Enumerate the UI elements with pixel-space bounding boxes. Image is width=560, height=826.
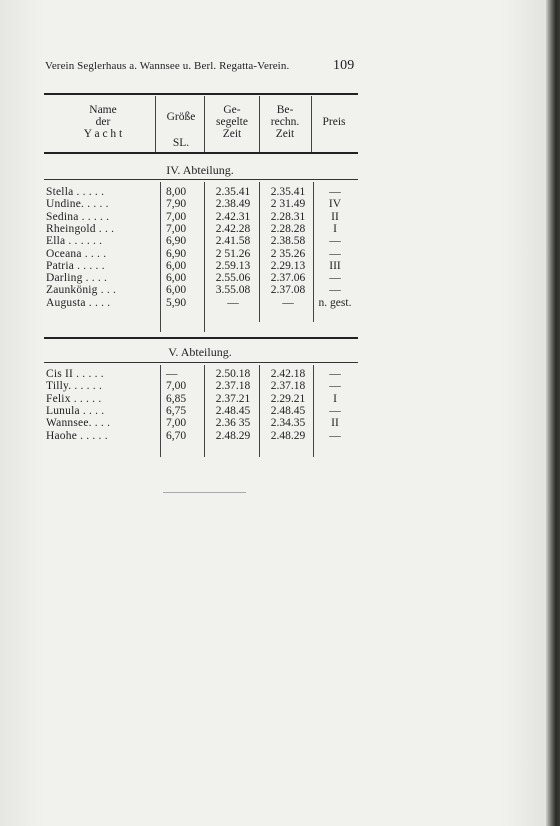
row-size-cell: 6,70 bbox=[166, 429, 187, 442]
section-v-sep-2 bbox=[204, 365, 205, 457]
row-name-cell: Wannsee. . . . bbox=[46, 417, 111, 430]
row-segelte-cell: 2.36 35 bbox=[215, 417, 251, 430]
col-header-size bbox=[158, 111, 204, 149]
row-name-cell: Cis II . . . . . bbox=[46, 368, 104, 380]
row-berechn-cell: 2.42.18 bbox=[270, 368, 306, 380]
row-name-cell: Zaunkönig . . . bbox=[46, 284, 117, 297]
row-name-cell: Tilly. . . . . . bbox=[46, 380, 103, 393]
row-size-cell: 7,00 bbox=[166, 210, 187, 223]
page-number: 109 bbox=[333, 58, 355, 73]
row-name-cell: Haohe . . . . . bbox=[46, 429, 108, 442]
col-sep-1 bbox=[155, 96, 156, 152]
row-size-cell: 6,90 bbox=[166, 247, 187, 260]
closing-short-rule bbox=[163, 492, 246, 493]
row-preis-cell: — bbox=[329, 404, 341, 417]
row-size-cell: 7,00 bbox=[166, 417, 187, 430]
row-segelte-cell: 2.42.31 bbox=[215, 210, 251, 223]
row-size-cell: 6,90 bbox=[166, 235, 187, 248]
col-header-berechn-line3: Zeit bbox=[275, 128, 295, 140]
row-berechn-cell: 2.35.41 bbox=[270, 186, 306, 198]
row-berechn-cell: 2 35.26 bbox=[270, 247, 306, 260]
row-berechn-cell: 2.34.35 bbox=[270, 417, 306, 430]
col-header-segelte-line1: Ge- bbox=[223, 104, 241, 116]
row-berechn-cell: 2.28.28 bbox=[270, 222, 306, 235]
section-v-rule bbox=[44, 362, 358, 363]
row-preis-cell: III bbox=[329, 259, 341, 272]
row-preis-cell: — bbox=[329, 235, 341, 248]
row-preis-cell: — bbox=[329, 284, 341, 297]
row-name-cell: Sedina . . . . . bbox=[46, 210, 110, 223]
row-berechn-cell: 2.29.21 bbox=[270, 392, 306, 405]
col-header-berechn bbox=[259, 104, 311, 140]
row-name-cell: Augusta . . . . bbox=[46, 296, 111, 309]
row-berechn-cell: 2.28.31 bbox=[270, 210, 306, 223]
book-binding-edge bbox=[546, 0, 560, 826]
row-name-cell: Felix . . . . . bbox=[46, 392, 102, 405]
row-name-cell: Lunula . . . . bbox=[46, 404, 105, 417]
col-header-name-line1: Name bbox=[89, 104, 117, 116]
row-size-cell: 6,00 bbox=[166, 284, 187, 297]
section-title-v: V. Abteilung. bbox=[168, 345, 232, 359]
row-segelte-cell: 2.38.49 bbox=[215, 198, 251, 211]
row-size-cell: 7,90 bbox=[166, 198, 187, 211]
row-preis-cell: I bbox=[333, 392, 337, 405]
row-segelte-cell: 3.55.08 bbox=[215, 284, 251, 297]
col-header-segelte-line3: Zeit bbox=[222, 128, 242, 140]
row-segelte-cell: 2.55.06 bbox=[215, 272, 251, 285]
row-preis-cell: — bbox=[329, 247, 341, 260]
row-segelte-cell: 2.48.29 bbox=[215, 429, 251, 442]
row-size-cell: 6,00 bbox=[166, 272, 187, 285]
row-size-cell: 5,90 bbox=[166, 296, 187, 309]
row-size-cell: 8,00 bbox=[166, 186, 187, 198]
row-name-cell: Rheingold . . . bbox=[46, 222, 115, 235]
row-preis-cell: IV bbox=[328, 198, 342, 211]
row-size-cell: 6,00 bbox=[166, 259, 187, 272]
row-preis-cell: n. gest. bbox=[318, 296, 352, 309]
row-name-cell: Darling . . . . bbox=[46, 272, 108, 285]
section-iv-bottom-rule bbox=[44, 337, 358, 339]
row-berechn-cell: 2.29.13 bbox=[270, 259, 306, 272]
header-title: Verein Seglerhaus a. Wannsee u. Berl. Regatta-Verein. bbox=[45, 60, 290, 72]
section-v-sep-3 bbox=[259, 365, 260, 457]
col-sep-2 bbox=[204, 96, 205, 152]
row-segelte-cell: 2.59.13 bbox=[215, 259, 251, 272]
row-preis-cell: — bbox=[329, 368, 341, 380]
row-preis-cell: I bbox=[333, 222, 337, 235]
row-name-cell: Oceana . . . . bbox=[46, 247, 107, 260]
row-size-cell: 7,00 bbox=[166, 222, 187, 235]
col-header-name-line3: Y a c h t bbox=[83, 128, 123, 140]
section-iv-rule bbox=[44, 179, 358, 180]
section-iv-sep-2 bbox=[204, 182, 205, 332]
section-iv-sep-1 bbox=[160, 182, 161, 332]
col-header-segelte bbox=[205, 104, 259, 140]
section-iv-sep-3 bbox=[259, 182, 260, 322]
row-name-cell: Stella . . . . . bbox=[46, 186, 105, 198]
table-top-rule bbox=[44, 93, 358, 95]
row-segelte-cell: — bbox=[227, 296, 239, 309]
col-header-berechn-line1: Be- bbox=[276, 104, 294, 116]
row-segelte-cell: 2.50.18 bbox=[215, 368, 251, 380]
row-berechn-cell: 2.38.58 bbox=[270, 235, 306, 248]
col-header-preis: Preis bbox=[322, 116, 346, 128]
section-title-iv: IV. Abteilung. bbox=[166, 163, 234, 177]
row-preis-cell: II bbox=[331, 417, 339, 430]
col-header-segelte-line2: segelte bbox=[216, 116, 248, 128]
row-name-cell: Ella . . . . . . bbox=[46, 235, 103, 248]
row-berechn-cell: 2.37.08 bbox=[270, 284, 306, 297]
row-size-cell: 6,75 bbox=[166, 404, 187, 417]
row-name-cell: Patria . . . . . bbox=[46, 259, 105, 272]
row-berechn-cell: 2.37.18 bbox=[270, 380, 306, 393]
row-preis-cell: — bbox=[329, 186, 341, 198]
row-segelte-cell: 2.41.58 bbox=[215, 235, 251, 248]
col-sep-4 bbox=[311, 96, 312, 152]
row-berechn-cell: 2 31.49 bbox=[270, 198, 306, 211]
row-preis-cell: II bbox=[331, 210, 339, 223]
row-size-cell: 6,85 bbox=[166, 392, 187, 405]
row-berechn-cell: 2.48.45 bbox=[270, 404, 306, 417]
col-header-size-line2: SL. bbox=[172, 137, 190, 149]
row-name-cell: Undine. . . . . bbox=[46, 198, 109, 211]
col-header-name bbox=[58, 104, 148, 140]
row-segelte-cell: 2.37.21 bbox=[215, 392, 251, 405]
row-berechn-cell: 2.48.29 bbox=[270, 429, 306, 442]
col-header-name-line2: der bbox=[95, 116, 111, 128]
row-segelte-cell: 2.42.28 bbox=[215, 222, 251, 235]
row-berechn-cell: — bbox=[282, 296, 294, 309]
running-header bbox=[45, 60, 365, 72]
row-berechn-cell: 2.37.06 bbox=[270, 272, 306, 285]
row-preis-cell: — bbox=[329, 272, 341, 285]
col-header-size-line1: Größe bbox=[166, 111, 196, 123]
row-preis-cell: — bbox=[329, 429, 341, 442]
row-segelte-cell: 2 51.26 bbox=[215, 247, 251, 260]
row-preis-cell: — bbox=[329, 380, 341, 393]
row-size-cell: — bbox=[166, 368, 178, 380]
row-segelte-cell: 2.48.45 bbox=[215, 404, 251, 417]
col-header-berechn-line2: rechn. bbox=[270, 116, 300, 128]
row-segelte-cell: 2.37.18 bbox=[215, 380, 251, 393]
section-v-sep-1 bbox=[160, 365, 161, 457]
header-bottom-rule bbox=[44, 152, 358, 154]
row-segelte-cell: 2.35.41 bbox=[215, 186, 251, 198]
col-sep-3 bbox=[259, 96, 260, 152]
row-size-cell: 7,00 bbox=[166, 380, 187, 393]
